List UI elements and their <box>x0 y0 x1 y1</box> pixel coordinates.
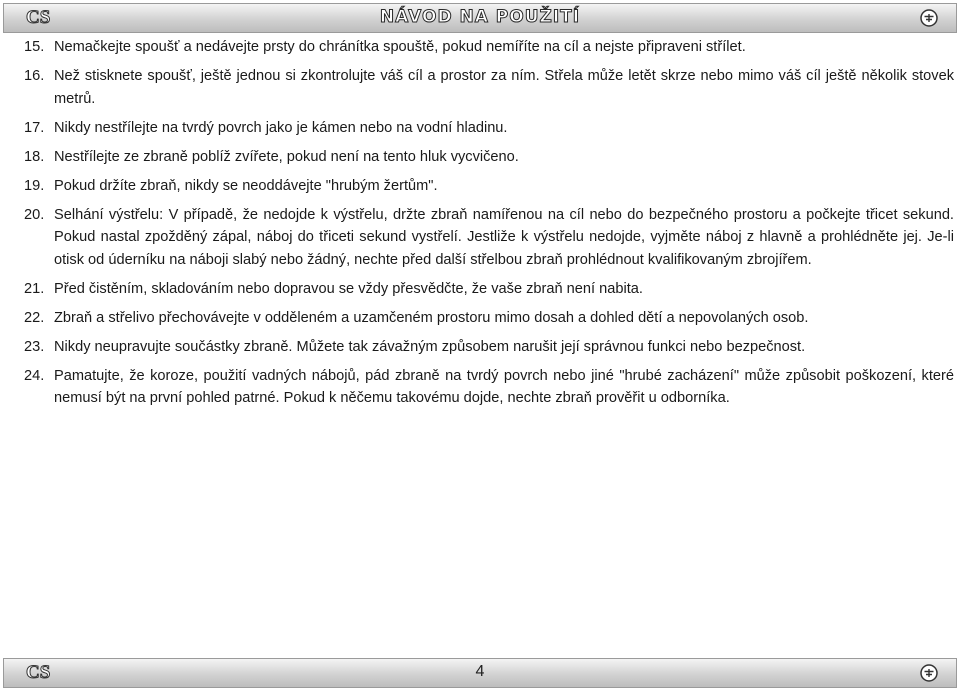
item-text: Nestřílejte ze zbraně poblíž zvířete, pokud není na tento hluk vycvičeno. <box>54 148 519 165</box>
item-number: 23. <box>24 338 45 355</box>
item-text: Před čistěním, skladováním nebo dopravou se vždy přesvědčte, že vaše zbraň není nabita. <box>54 280 643 297</box>
item-text: Pamatujte, že koroze, použití vadných nábojů, pád zbraně na tvrdý povrch nebo jiné "hrubé zacházení" může způsobit poškození, které nemusí být na první pohled patrné. Pokud k něčemu takovému dojde, nechte zbraň prověřit u odborníka. <box>54 367 954 406</box>
item-number: 15. <box>24 39 45 55</box>
page-title: NÁVOD NA POUŽITÍ <box>379 7 581 27</box>
footer-bar <box>3 658 957 688</box>
item-number: 24. <box>24 367 45 384</box>
item-text: Nemačkejte spoušť a nedávejte prsty do chránítka spouště, pokud nemíříte na cíl a nejste připraveni střílet. <box>54 39 746 55</box>
page-number: 4 <box>475 663 485 680</box>
item-number: 19. <box>24 177 45 194</box>
list-item <box>24 117 954 140</box>
list-item <box>24 65 954 110</box>
brand-logo-icon <box>920 664 938 682</box>
item-text: Selhání výstřelu: V případě, že nedojde k výstřelu, držte zbraň namířenou na cíl nebo do bezpečného prostoru a počkejte třicet sekund. Pokud nastal zpožděný zápal, náboj do třiceti sekund vystřelí. Jestliže k výstřelu nedojde, vyjměte náboj z hlavně a prohlédněte jej. Je-li otisk od úderníku na náboji slabý nebo žádný, nechte před další střelbou zbraň prohlédnout kvalifikovaným zbrojířem. <box>54 206 954 268</box>
item-number: 18. <box>24 148 45 165</box>
list-item <box>24 146 954 169</box>
list-item <box>24 336 954 359</box>
item-number: 16. <box>24 68 45 84</box>
header-bar <box>3 3 957 33</box>
item-text: Než stisknete spoušť, ještě jednou si zkontrolujte váš cíl a prostor za ním. Střela může letět skrze nebo mimo váš cíl ještě několik stovek metrů. <box>54 68 954 107</box>
list-item <box>24 204 954 272</box>
item-text: Nikdy nestřílejte na tvrdý povrch jako je kámen nebo na vodní hladinu. <box>54 119 508 136</box>
language-code: CS <box>26 662 51 683</box>
item-number: 17. <box>24 119 45 136</box>
item-number: 22. <box>24 309 45 326</box>
item-text: Pokud držíte zbraň, nikdy se neoddávejte "hrubým žertům". <box>54 177 438 194</box>
instructions-list <box>24 36 954 416</box>
list-item <box>24 36 954 59</box>
brand-logo-icon <box>920 9 938 27</box>
item-text: Zbraň a střelivo přechovávejte v odděleném a uzamčeném prostoru mimo dosah a dohled dětí a nepovolaných osob. <box>54 309 809 326</box>
item-number: 20. <box>24 206 45 223</box>
list-item <box>24 175 954 198</box>
item-text: Nikdy neupravujte součástky zbraně. Můžete tak závažným způsobem narušit její správnou funkci nebo bezpečnost. <box>54 338 806 355</box>
list-item <box>24 278 954 301</box>
language-code: CS <box>26 7 51 28</box>
list-item <box>24 365 954 410</box>
list-item <box>24 307 954 330</box>
item-number: 21. <box>24 280 45 297</box>
